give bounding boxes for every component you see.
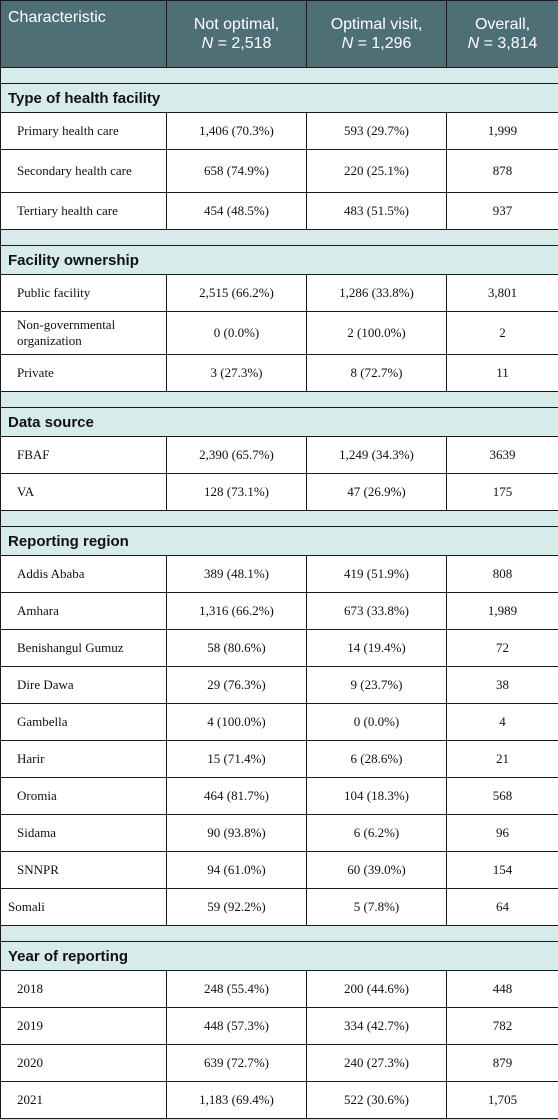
cell-overall: 96 bbox=[447, 815, 558, 852]
header-not-optimal-label: Not optimal, bbox=[194, 16, 279, 33]
header-row bbox=[1, 1, 558, 68]
cell-not-optimal: 454 (48.5%) bbox=[167, 193, 307, 230]
cell-overall: 937 bbox=[447, 193, 558, 230]
header-optimal-n-value: = 1,296 bbox=[353, 35, 411, 52]
table-row bbox=[1, 1008, 558, 1045]
cell-overall: 448 bbox=[447, 971, 558, 1008]
section-header-data-source bbox=[1, 408, 558, 437]
cell-not-optimal: 3 (27.3%) bbox=[167, 355, 307, 392]
cell-overall: 1,989 bbox=[447, 593, 558, 630]
cell-optimal: 483 (51.5%) bbox=[307, 193, 447, 230]
cell-overall: 2 bbox=[447, 312, 558, 355]
row-label: Harir bbox=[1, 741, 167, 778]
header-optimal-visit bbox=[307, 1, 447, 68]
cell-optimal: 47 (26.9%) bbox=[307, 474, 447, 511]
row-label: Gambella bbox=[1, 704, 167, 741]
cell-optimal: 673 (33.8%) bbox=[307, 593, 447, 630]
table-row bbox=[1, 1045, 558, 1082]
cell-not-optimal: 1,406 (70.3%) bbox=[167, 113, 307, 150]
table-header bbox=[1, 1, 558, 68]
row-label: Sidama bbox=[1, 815, 167, 852]
row-label: Public facility bbox=[1, 275, 167, 312]
section-title: Reporting region bbox=[1, 527, 558, 556]
cell-optimal: 334 (42.7%) bbox=[307, 1008, 447, 1045]
header-overall-n-value: = 3,814 bbox=[479, 35, 537, 52]
cell-overall: 72 bbox=[447, 630, 558, 667]
table-row bbox=[1, 778, 558, 815]
cell-optimal: 6 (28.6%) bbox=[307, 741, 447, 778]
row-label: Somali bbox=[1, 889, 167, 926]
header-not-optimal bbox=[167, 1, 307, 68]
cell-overall: 64 bbox=[447, 889, 558, 926]
table-row bbox=[1, 593, 558, 630]
section-title: Type of health facility bbox=[1, 84, 558, 113]
cell-optimal: 8 (72.7%) bbox=[307, 355, 447, 392]
section-title: Year of reporting bbox=[1, 942, 558, 971]
header-overall-label: Overall, bbox=[475, 16, 530, 33]
header-overall-n-var: N bbox=[468, 35, 480, 52]
cell-not-optimal: 4 (100.0%) bbox=[167, 704, 307, 741]
row-label: 2021 bbox=[1, 1082, 167, 1119]
row-label: Amhara bbox=[1, 593, 167, 630]
cell-not-optimal: 90 (93.8%) bbox=[167, 815, 307, 852]
cell-not-optimal: 94 (61.0%) bbox=[167, 852, 307, 889]
cell-overall: 808 bbox=[447, 556, 558, 593]
section-header-ownership bbox=[1, 246, 558, 275]
cell-not-optimal: 0 (0.0%) bbox=[167, 312, 307, 355]
table-body bbox=[1, 68, 558, 1119]
table-row bbox=[1, 437, 558, 474]
section-spacer bbox=[1, 926, 558, 942]
row-label: SNNPR bbox=[1, 852, 167, 889]
cell-not-optimal: 389 (48.1%) bbox=[167, 556, 307, 593]
cell-overall: 11 bbox=[447, 355, 558, 392]
cell-not-optimal: 59 (92.2%) bbox=[167, 889, 307, 926]
cell-overall: 568 bbox=[447, 778, 558, 815]
section-spacer bbox=[1, 511, 558, 527]
cell-optimal: 0 (0.0%) bbox=[307, 704, 447, 741]
table-row bbox=[1, 815, 558, 852]
cell-optimal: 522 (30.6%) bbox=[307, 1082, 447, 1119]
spacer-cell bbox=[1, 926, 558, 942]
cell-overall: 1,999 bbox=[447, 113, 558, 150]
cell-not-optimal: 2,515 (66.2%) bbox=[167, 275, 307, 312]
cell-not-optimal: 658 (74.9%) bbox=[167, 150, 307, 193]
spacer-cell bbox=[1, 230, 558, 246]
row-label: VA bbox=[1, 474, 167, 511]
table-row bbox=[1, 150, 558, 193]
cell-overall: 1,705 bbox=[447, 1082, 558, 1119]
cell-overall: 782 bbox=[447, 1008, 558, 1045]
header-optimal-label: Optimal visit, bbox=[331, 16, 423, 33]
cell-not-optimal: 1,316 (66.2%) bbox=[167, 593, 307, 630]
row-label: Tertiary health care bbox=[1, 193, 167, 230]
cell-optimal: 200 (44.6%) bbox=[307, 971, 447, 1008]
cell-not-optimal: 15 (71.4%) bbox=[167, 741, 307, 778]
cell-optimal: 14 (19.4%) bbox=[307, 630, 447, 667]
row-label: FBAF bbox=[1, 437, 167, 474]
cell-optimal: 104 (18.3%) bbox=[307, 778, 447, 815]
cell-overall: 3,801 bbox=[447, 275, 558, 312]
cell-optimal: 2 (100.0%) bbox=[307, 312, 447, 355]
table-row bbox=[1, 889, 558, 926]
table-row bbox=[1, 971, 558, 1008]
cell-optimal: 240 (27.3%) bbox=[307, 1045, 447, 1082]
section-spacer bbox=[1, 68, 558, 84]
cell-overall: 878 bbox=[447, 150, 558, 193]
cell-overall: 175 bbox=[447, 474, 558, 511]
cell-overall: 154 bbox=[447, 852, 558, 889]
header-optimal-n-var: N bbox=[342, 35, 354, 52]
cell-optimal: 60 (39.0%) bbox=[307, 852, 447, 889]
cell-not-optimal: 639 (72.7%) bbox=[167, 1045, 307, 1082]
cell-not-optimal: 1,183 (69.4%) bbox=[167, 1082, 307, 1119]
cell-optimal: 1,286 (33.8%) bbox=[307, 275, 447, 312]
cell-optimal: 220 (25.1%) bbox=[307, 150, 447, 193]
row-label: Oromia bbox=[1, 778, 167, 815]
table-row bbox=[1, 355, 558, 392]
cell-not-optimal: 464 (81.7%) bbox=[167, 778, 307, 815]
section-spacer bbox=[1, 392, 558, 408]
spacer-cell bbox=[1, 511, 558, 527]
row-label: Addis Ababa bbox=[1, 556, 167, 593]
cell-optimal: 9 (23.7%) bbox=[307, 667, 447, 704]
spacer-cell bbox=[1, 68, 558, 84]
table-row bbox=[1, 312, 558, 355]
table-row bbox=[1, 275, 558, 312]
table-row bbox=[1, 556, 558, 593]
cell-not-optimal: 2,390 (65.7%) bbox=[167, 437, 307, 474]
table-row bbox=[1, 113, 558, 150]
section-header-year bbox=[1, 942, 558, 971]
cell-optimal: 5 (7.8%) bbox=[307, 889, 447, 926]
section-title: Facility ownership bbox=[1, 246, 558, 275]
cell-optimal: 593 (29.7%) bbox=[307, 113, 447, 150]
row-label: Benishangul Gumuz bbox=[1, 630, 167, 667]
header-overall bbox=[447, 1, 558, 68]
section-spacer bbox=[1, 230, 558, 246]
spacer-cell bbox=[1, 392, 558, 408]
table-row bbox=[1, 741, 558, 778]
table-row bbox=[1, 667, 558, 704]
cell-overall: 38 bbox=[447, 667, 558, 704]
row-label: Secondary health care bbox=[1, 150, 167, 193]
table-row bbox=[1, 474, 558, 511]
header-characteristic: Characteristic bbox=[1, 1, 167, 68]
cell-overall: 3639 bbox=[447, 437, 558, 474]
cell-overall: 879 bbox=[447, 1045, 558, 1082]
cell-not-optimal: 448 (57.3%) bbox=[167, 1008, 307, 1045]
cell-optimal: 419 (51.9%) bbox=[307, 556, 447, 593]
row-label: 2020 bbox=[1, 1045, 167, 1082]
cell-optimal: 1,249 (34.3%) bbox=[307, 437, 447, 474]
row-label: Non-governmental organization bbox=[1, 312, 167, 355]
cell-not-optimal: 248 (55.4%) bbox=[167, 971, 307, 1008]
table-row bbox=[1, 704, 558, 741]
cell-overall: 21 bbox=[447, 741, 558, 778]
section-header-region bbox=[1, 527, 558, 556]
table-row bbox=[1, 1082, 558, 1119]
table-row bbox=[1, 852, 558, 889]
row-label: 2019 bbox=[1, 1008, 167, 1045]
row-label: Private bbox=[1, 355, 167, 392]
table-row bbox=[1, 193, 558, 230]
cell-optimal: 6 (6.2%) bbox=[307, 815, 447, 852]
row-label: 2018 bbox=[1, 971, 167, 1008]
cell-not-optimal: 128 (73.1%) bbox=[167, 474, 307, 511]
cell-not-optimal: 58 (80.6%) bbox=[167, 630, 307, 667]
cell-not-optimal: 29 (76.3%) bbox=[167, 667, 307, 704]
cell-overall: 4 bbox=[447, 704, 558, 741]
row-label: Dire Dawa bbox=[1, 667, 167, 704]
table-row bbox=[1, 630, 558, 667]
header-not-optimal-n-value: = 2,518 bbox=[213, 35, 271, 52]
row-label: Primary health care bbox=[1, 113, 167, 150]
section-title: Data source bbox=[1, 408, 558, 437]
section-header-facility-type bbox=[1, 84, 558, 113]
header-not-optimal-n-var: N bbox=[202, 35, 214, 52]
